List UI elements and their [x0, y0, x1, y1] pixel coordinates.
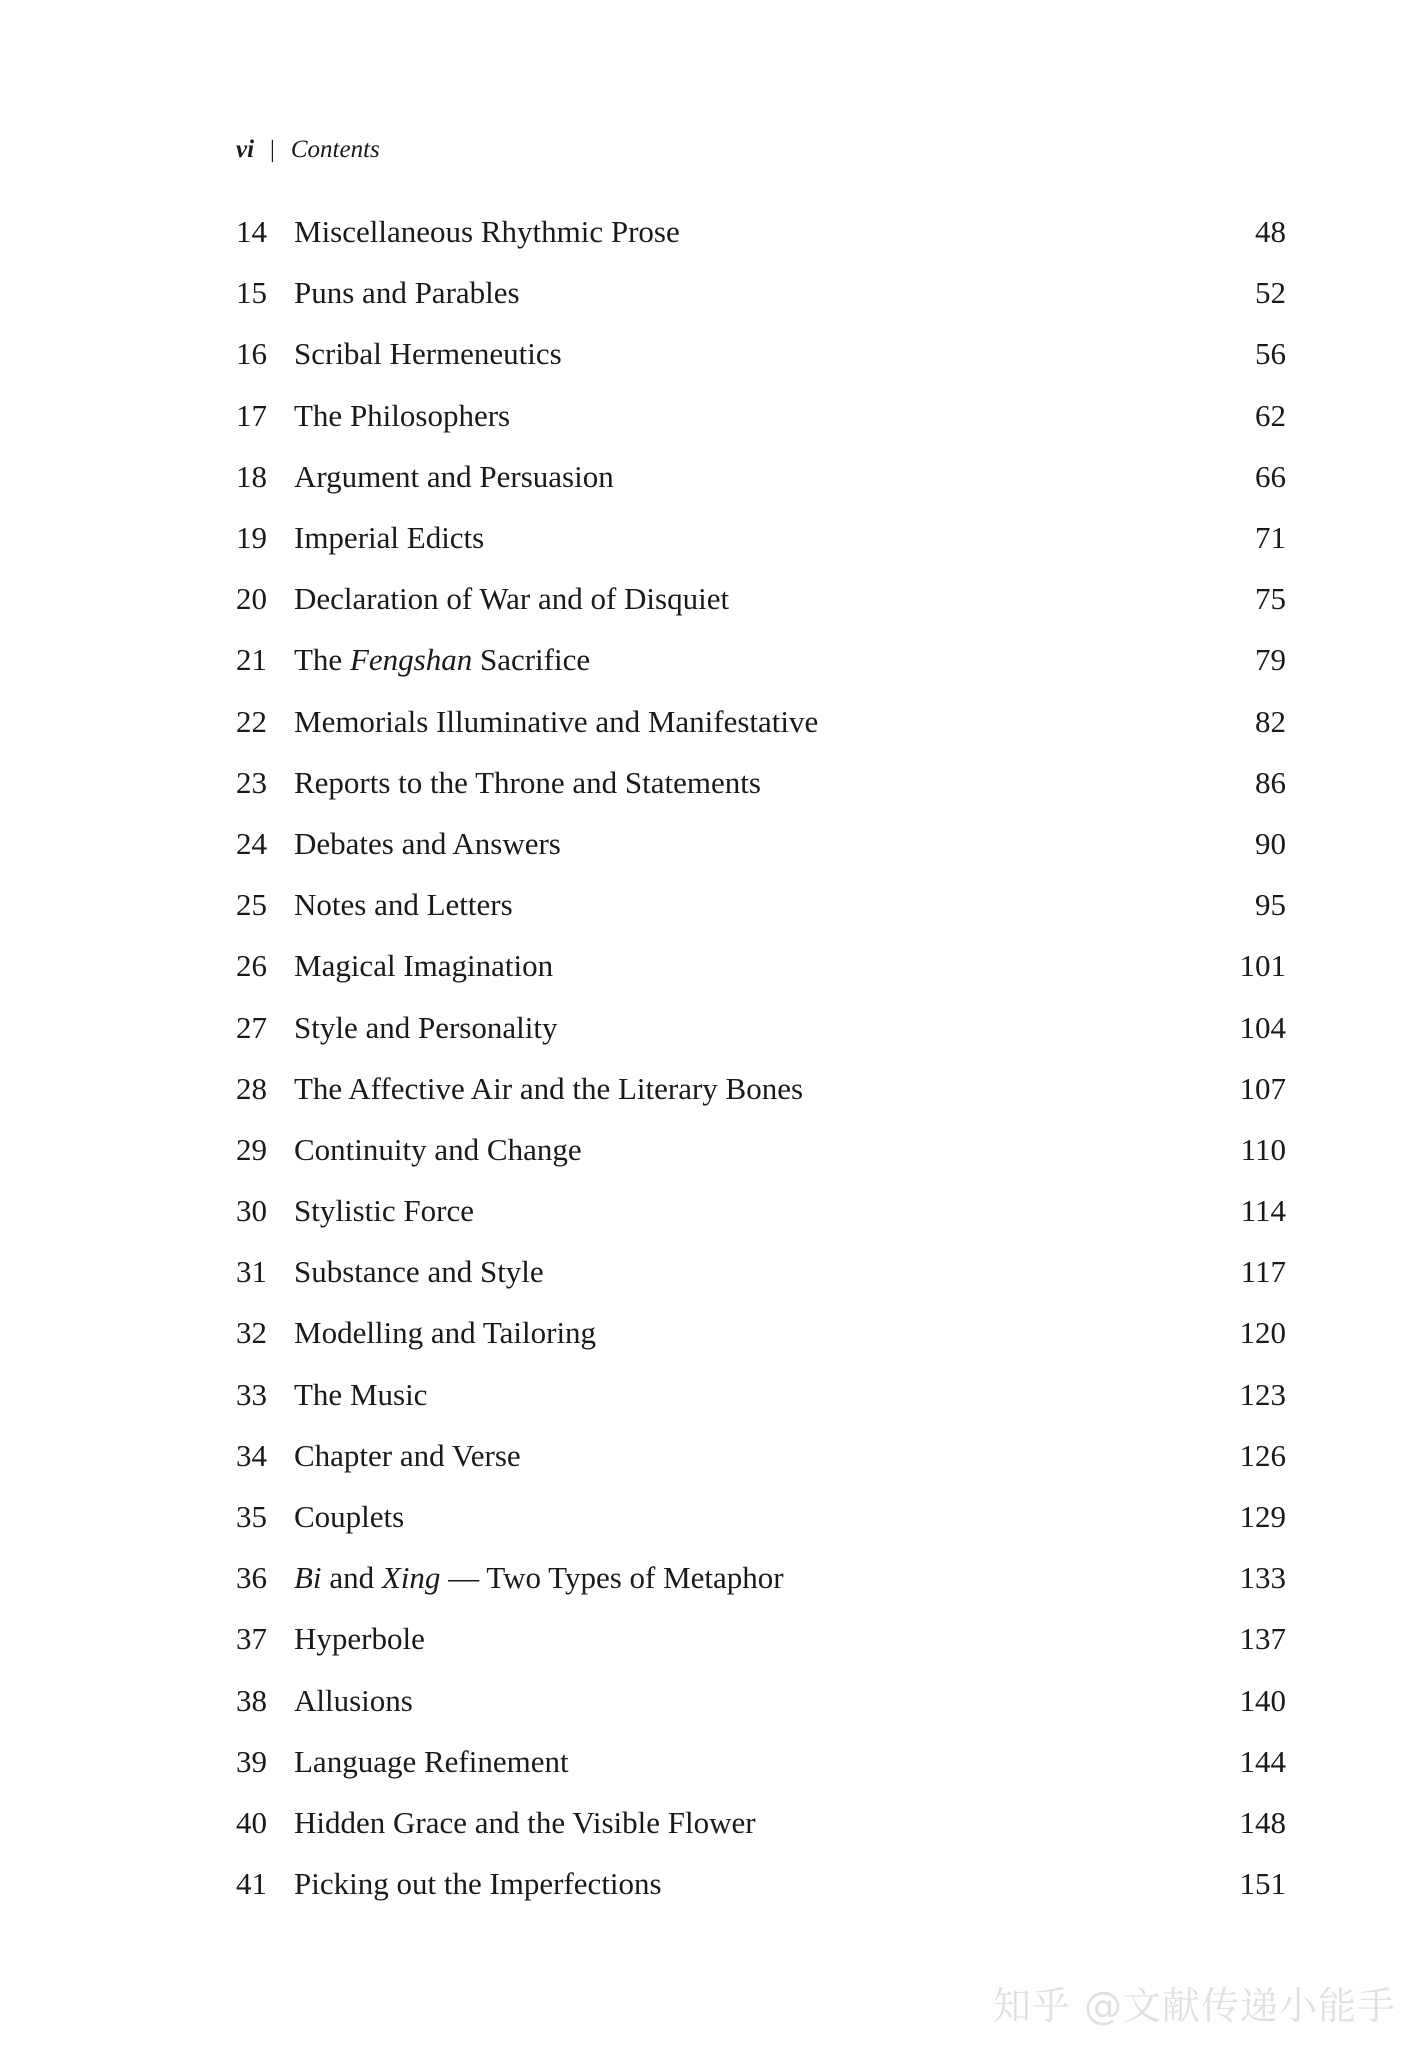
chapter-number: 40 — [236, 1804, 267, 1840]
toc-entry — [236, 935, 1286, 996]
chapter-number: 32 — [236, 1315, 267, 1351]
toc-entry — [236, 1364, 1286, 1425]
chapter-number: 22 — [236, 703, 267, 739]
chapter-title: Imperial Edicts — [294, 520, 485, 556]
chapter-title: Miscellaneous Rhythmic Prose — [294, 214, 680, 250]
page-number: 62 — [1255, 397, 1286, 433]
chapter-number: 38 — [236, 1682, 267, 1718]
page-number: 148 — [1239, 1804, 1286, 1840]
chapter-title: Couplets — [294, 1499, 405, 1535]
toc-entry — [236, 1608, 1286, 1669]
chapter-number: 14 — [236, 214, 267, 250]
page-number: 144 — [1239, 1743, 1286, 1779]
page-number: 75 — [1255, 581, 1286, 617]
toc-entry — [236, 1792, 1286, 1853]
chapter-number: 34 — [236, 1437, 267, 1473]
toc-entry — [236, 1670, 1286, 1731]
chapter-title: Debates and Answers — [294, 825, 561, 861]
toc-entry — [236, 691, 1286, 752]
chapter-number: 35 — [236, 1499, 267, 1535]
page-number: 137 — [1239, 1621, 1286, 1657]
chapter-number: 28 — [236, 1070, 267, 1106]
page-number: 86 — [1255, 764, 1286, 800]
chapter-number: 33 — [236, 1376, 267, 1412]
chapter-title: Chapter and Verse — [294, 1437, 521, 1473]
chapter-title: Language Refinement — [294, 1743, 569, 1779]
page-number: 56 — [1255, 336, 1286, 372]
title-italic-term: Fengshan — [349, 642, 473, 678]
toc-entry — [236, 996, 1286, 1057]
chapter-number: 37 — [236, 1621, 267, 1657]
page-number: 117 — [1240, 1254, 1286, 1290]
chapter-number: 29 — [236, 1131, 267, 1167]
page-number: 66 — [1255, 458, 1286, 494]
chapter-number: 23 — [236, 764, 267, 800]
toc-entry — [236, 1241, 1286, 1302]
toc-entry — [236, 1302, 1286, 1363]
chapter-number: 31 — [236, 1254, 267, 1290]
chapter-number: 30 — [236, 1193, 267, 1229]
page-number: 140 — [1239, 1682, 1286, 1718]
chapter-title: Argument and Persuasion — [294, 458, 614, 494]
chapter-number: 18 — [236, 458, 267, 494]
toc-entry — [236, 446, 1286, 507]
chapter-title: Style and Personality — [294, 1009, 558, 1045]
chapter-number: 24 — [236, 825, 267, 861]
page-number: 101 — [1239, 948, 1286, 984]
page-number: 82 — [1255, 703, 1286, 739]
chapter-number: 39 — [236, 1743, 267, 1779]
toc-entry — [236, 201, 1286, 262]
header-separator: | — [270, 136, 275, 163]
toc-entry — [236, 385, 1286, 446]
title-text: The — [294, 642, 350, 678]
chapter-title: Memorials Illuminative and Manifestative — [294, 703, 819, 739]
chapter-number: 26 — [236, 948, 267, 984]
toc-entry — [236, 262, 1286, 323]
running-head — [236, 136, 380, 164]
title-italic-term: Xing — [381, 1560, 441, 1596]
page-number: 123 — [1239, 1376, 1286, 1412]
page-number: 104 — [1239, 1009, 1286, 1045]
chapter-title: Notes and Letters — [294, 887, 513, 923]
section-title: Contents — [290, 136, 380, 163]
page-number: 48 — [1255, 214, 1286, 250]
page-number: 71 — [1255, 520, 1286, 556]
toc-entry — [236, 1486, 1286, 1547]
chapter-title — [294, 642, 1196, 678]
toc-entry — [236, 1853, 1286, 1914]
page-number: 126 — [1239, 1437, 1286, 1473]
toc-entry — [236, 1425, 1286, 1486]
chapter-title — [294, 1560, 1196, 1596]
page-number: 129 — [1239, 1499, 1286, 1535]
page-folio: vi — [236, 136, 255, 163]
chapter-title: Continuity and Change — [294, 1131, 582, 1167]
chapter-number: 16 — [236, 336, 267, 372]
page-number: 95 — [1255, 887, 1286, 923]
chapter-title: The Music — [294, 1376, 428, 1412]
chapter-title: Modelling and Tailoring — [294, 1315, 597, 1351]
chapter-number: 36 — [236, 1560, 267, 1596]
chapter-title: Declaration of War and of Disquiet — [294, 581, 730, 617]
toc-entry — [236, 1731, 1286, 1792]
toc-entry — [236, 1058, 1286, 1119]
chapter-number: 21 — [236, 642, 267, 678]
chapter-title: Hyperbole — [294, 1621, 425, 1657]
page-number: 79 — [1255, 642, 1286, 678]
title-text: Sacrifice — [472, 642, 591, 678]
toc-entry — [236, 874, 1286, 935]
chapter-number: 19 — [236, 520, 267, 556]
chapter-number: 15 — [236, 275, 267, 311]
toc-entry — [236, 813, 1286, 874]
title-text: and — [321, 1560, 382, 1596]
toc-entry — [236, 1119, 1286, 1180]
toc-entry — [236, 323, 1286, 384]
page-number: 114 — [1240, 1193, 1286, 1229]
toc-entry — [236, 507, 1286, 568]
chapter-title: Picking out the Imperfections — [294, 1866, 662, 1902]
chapter-number: 41 — [236, 1866, 267, 1902]
title-text: — Two Types of Metaphor — [440, 1560, 784, 1596]
toc-entry — [236, 629, 1286, 690]
page-number: 151 — [1239, 1866, 1286, 1902]
toc-entry — [236, 752, 1286, 813]
toc-entry — [236, 1547, 1286, 1608]
chapter-title: Stylistic Force — [294, 1193, 474, 1229]
title-italic-term: Bi — [294, 1560, 322, 1596]
chapter-title: Substance and Style — [294, 1254, 544, 1290]
chapter-number: 20 — [236, 581, 267, 617]
page-number: 133 — [1239, 1560, 1286, 1596]
toc-entry — [236, 1180, 1286, 1241]
page-number: 107 — [1239, 1070, 1286, 1106]
chapter-title: Reports to the Throne and Statements — [294, 764, 761, 800]
chapter-number: 25 — [236, 887, 267, 923]
page-number: 90 — [1255, 825, 1286, 861]
chapter-title: Puns and Parables — [294, 275, 520, 311]
chapter-title: Scribal Hermeneutics — [294, 336, 562, 372]
chapter-title: Allusions — [294, 1682, 413, 1718]
chapter-number: 27 — [236, 1009, 267, 1045]
chapter-number: 17 — [236, 397, 267, 433]
chapter-title: Magical Imagination — [294, 948, 554, 984]
chapter-title: Hidden Grace and the Visible Flower — [294, 1804, 756, 1840]
chapter-title: The Affective Air and the Literary Bones — [294, 1070, 804, 1106]
page-number: 52 — [1255, 275, 1286, 311]
page-number: 120 — [1239, 1315, 1286, 1351]
toc-entry — [236, 568, 1286, 629]
chapter-title: The Philosophers — [294, 397, 511, 433]
watermark: 知乎 @文献传递小能手 — [992, 1984, 1396, 2028]
page-number: 110 — [1240, 1131, 1286, 1167]
table-of-contents — [236, 201, 1286, 1914]
